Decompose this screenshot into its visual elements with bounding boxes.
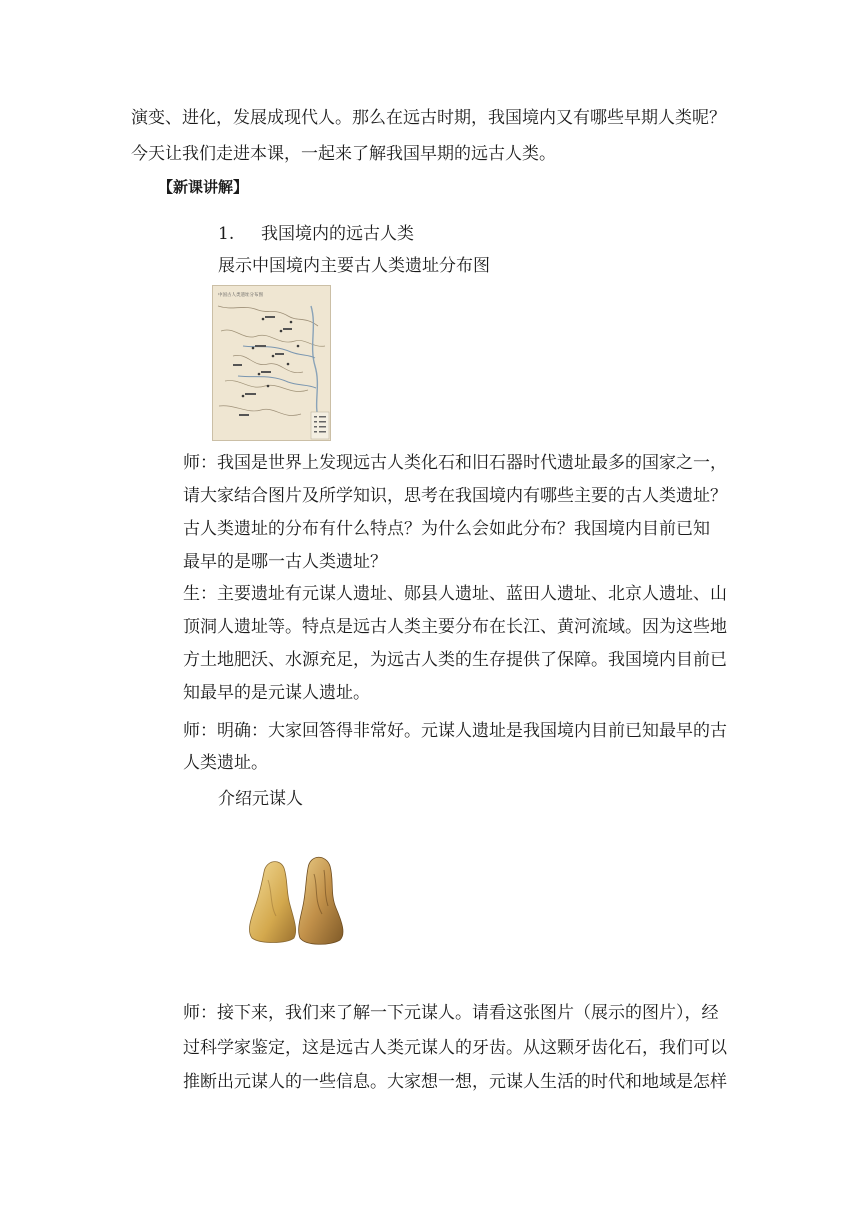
yuanmou-teeth-image bbox=[240, 850, 365, 950]
teeth-illustration bbox=[240, 850, 365, 950]
subsection-number: 1. bbox=[218, 224, 235, 244]
teacher1-line-4: 最早的是哪一古人类遗址？ bbox=[183, 552, 387, 572]
teacher3-line-3: 推断出元谋人的一些信息。大家想一想，元谋人生活的时代和地域是怎样 bbox=[183, 1072, 727, 1092]
map-title: 中国古人类遗址分布图 bbox=[218, 293, 263, 298]
teacher1-line-2: 请大家结合图片及所学知识，思考在我国境内有哪些主要的古人类遗址？ bbox=[183, 486, 727, 506]
intro-yuanmou-caption: 介绍元谋人 bbox=[218, 789, 303, 809]
student1-line-3: 方土地肥沃、水源充足，为远古人类的生存提供了保障。我国境内目前已 bbox=[183, 650, 727, 670]
teacher2-line-1: 师：明确：大家回答得非常好。元谋人遗址是我国境内目前已知最早的古 bbox=[183, 721, 727, 741]
student1-line-4: 知最早的是元谋人遗址。 bbox=[183, 683, 370, 703]
intro-line-1: 演变、进化，发展成现代人。那么在远古时期，我国境内又有哪些早期人类呢？ bbox=[131, 108, 726, 128]
teacher3-line-2: 过科学家鉴定，这是远古人类元谋人的牙齿。从这颗牙齿化石，我们可以 bbox=[183, 1038, 727, 1058]
section-heading: 【新课讲解】 bbox=[158, 178, 249, 196]
teacher2-line-2: 人类遗址。 bbox=[183, 753, 268, 773]
intro-line-2: 今天让我们走进本课，一起来了解我国早期的远古人类。 bbox=[131, 144, 556, 164]
ancient-sites-map-image bbox=[212, 285, 331, 441]
map-caption: 展示中国境内主要古人类遗址分布图 bbox=[218, 256, 490, 276]
student1-line-1: 生：主要遗址有元谋人遗址、郧县人遗址、蓝田人遗址、北京人遗址、山 bbox=[183, 584, 727, 604]
student1-line-2: 顶洞人遗址等。特点是远古人类主要分布在长江、黄河流域。因为这些地 bbox=[183, 617, 727, 637]
teacher3-line-1: 师：接下来，我们来了解一下元谋人。请看这张图片（展示的图片），经 bbox=[183, 1003, 719, 1023]
teacher1-line-1: 师：我国是世界上发现远古人类化石和旧石器时代遗址最多的国家之一， bbox=[183, 453, 727, 473]
subsection-heading bbox=[218, 224, 414, 244]
teacher1-line-3: 古人类遗址的分布有什么特点？为什么会如此分布？我国境内目前已知 bbox=[183, 519, 710, 539]
subsection-title: 我国境内的远古人类 bbox=[261, 224, 415, 244]
map-illustration bbox=[213, 286, 330, 440]
